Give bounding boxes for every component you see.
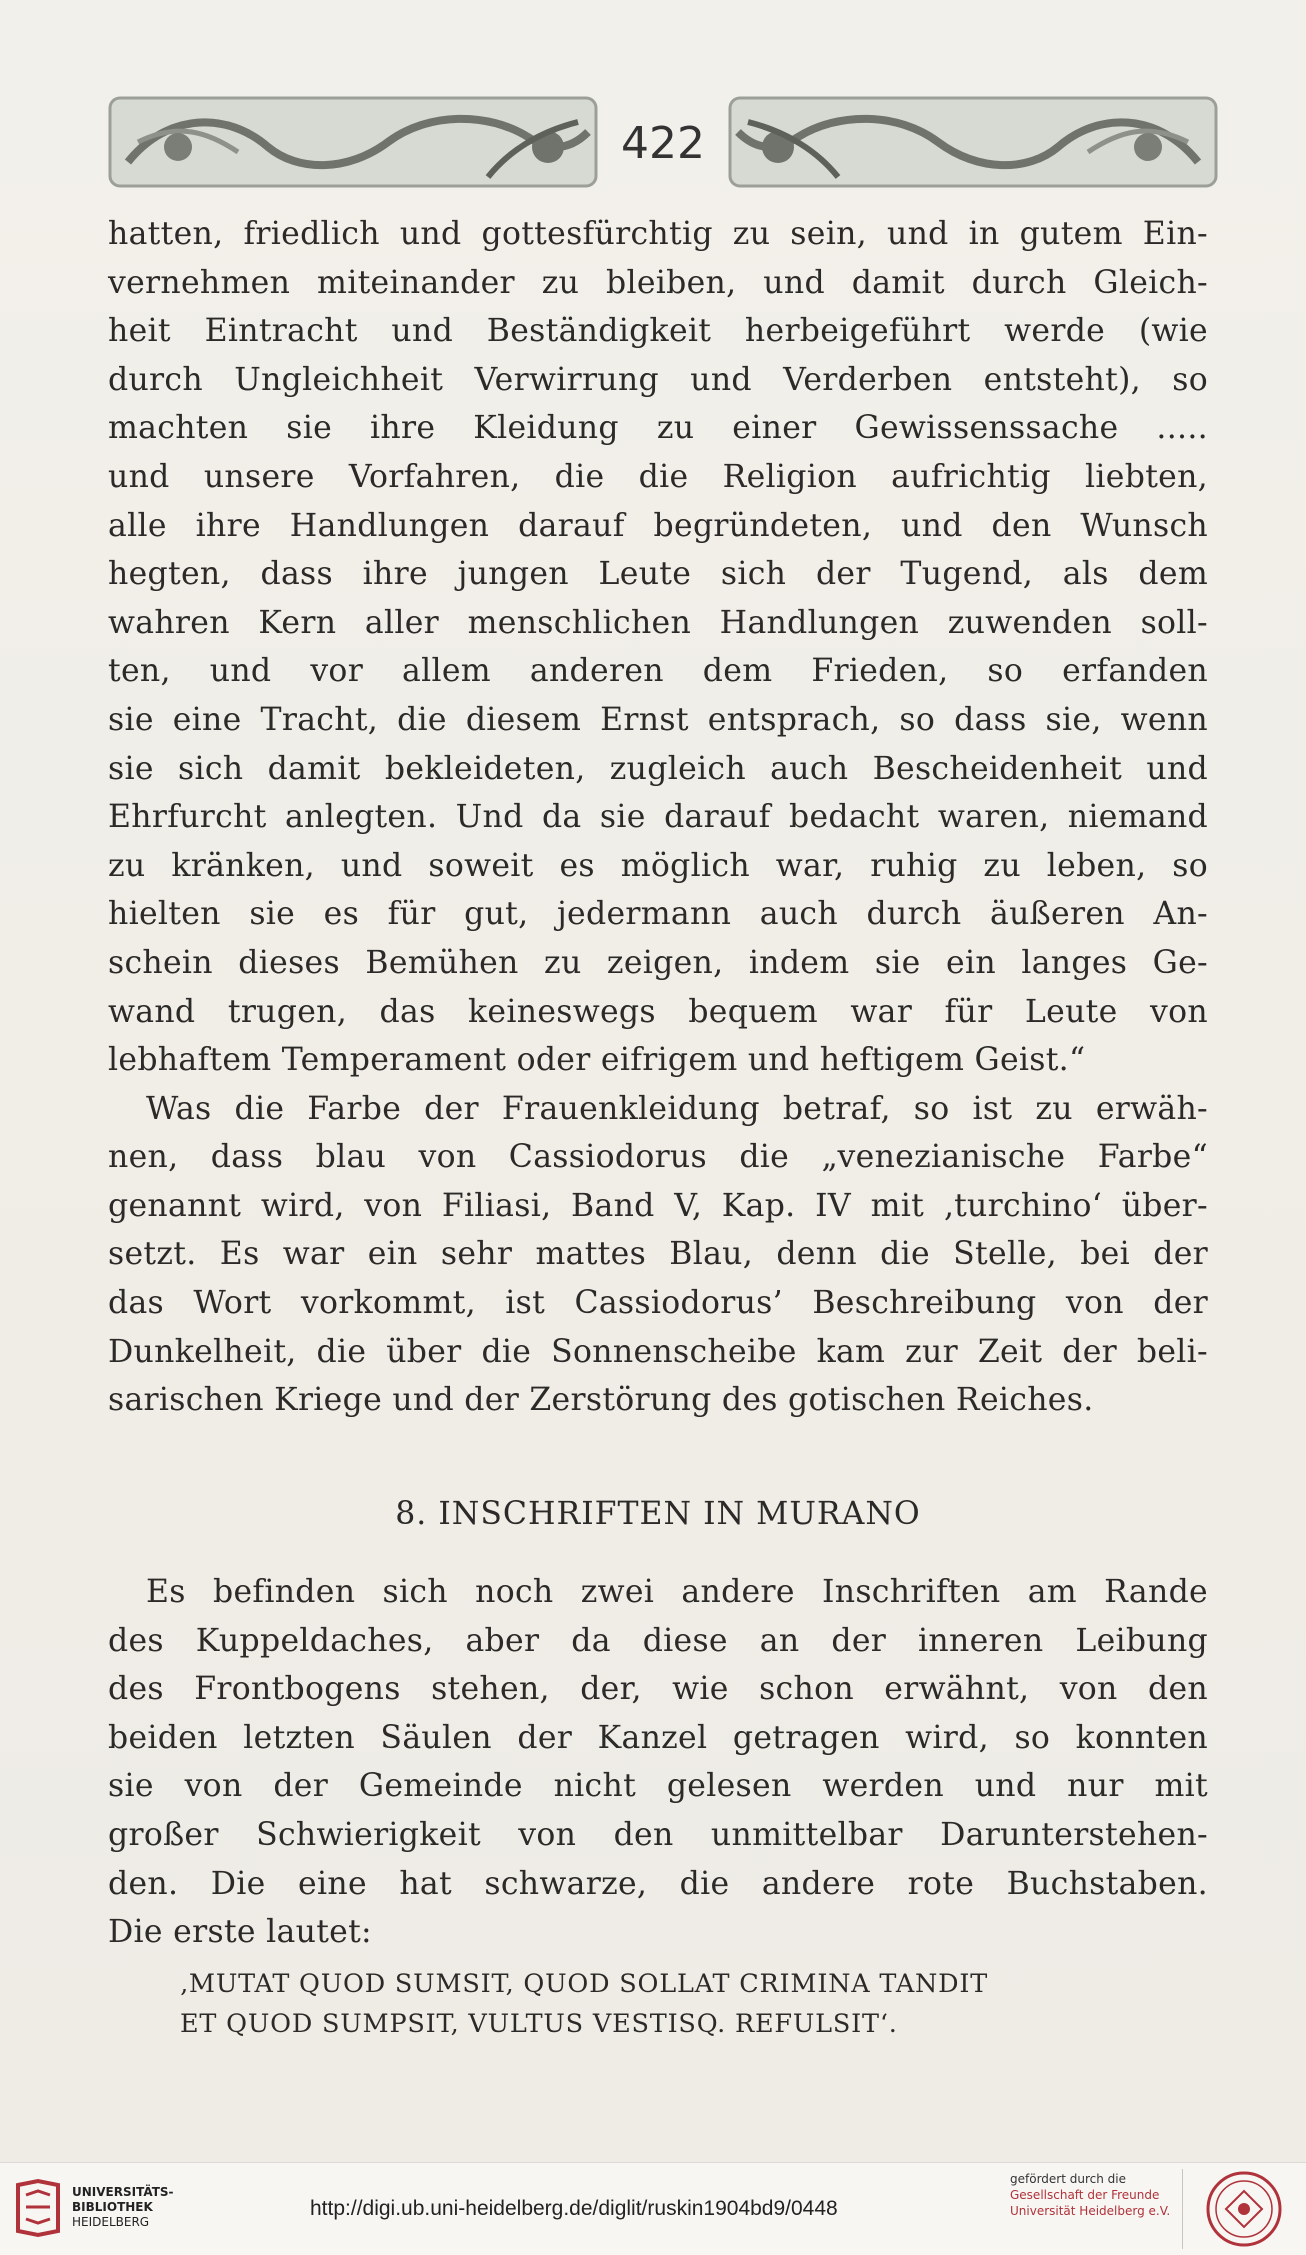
- sponsor-text: [1010, 2171, 1170, 2219]
- text-line: alle ihre Handlungen darauf begründeten, und den Wunsch: [108, 507, 1208, 544]
- sponsor-line: gefördert durch die: [1010, 2172, 1126, 2186]
- text-line: des Kuppeldaches, aber da diese an der inneren Leibung: [108, 1622, 1208, 1659]
- footer-bar: [0, 2162, 1306, 2255]
- text-line: ten, und vor allem anderen dem Frieden, so erfanden: [108, 653, 1208, 690]
- permalink-url[interactable]: http://digi.ub.uni-heidelberg.de/diglit/ruskin1904bd9/0448: [310, 2197, 838, 2220]
- university-seal-icon: [1196, 2169, 1292, 2249]
- page-header: [108, 92, 1218, 192]
- sponsor-line: Gesellschaft der Freunde: [1010, 2188, 1160, 2202]
- text-line: zu kränken, und soweit es möglich war, ruhig zu leben, so: [108, 847, 1208, 884]
- section-heading: 8. INSCHRIFTEN IN MURANO: [395, 1496, 921, 1532]
- text-line: wahren Kern aller menschlichen Handlungen zuwenden soll-: [108, 604, 1208, 641]
- library-logo-icon: [12, 2177, 64, 2239]
- text-line: Dunkelheit, die über die Sonnenscheibe kam zur Zeit der beli-: [108, 1333, 1208, 1370]
- text-line: sie von der Gemeinde nicht gelesen werden und nur mit: [108, 1768, 1208, 1805]
- text-line: sie sich damit bekleideten, zugleich auch Bescheidenheit und: [108, 750, 1208, 787]
- text-line: Ehrfurcht anlegten. Und da sie darauf bedacht waren, niemand: [108, 799, 1208, 836]
- library-line: BIBLIOTHEK: [72, 2200, 153, 2214]
- body-text-top: [108, 210, 1208, 1425]
- text-line: des Frontbogens stehen, der, wie schon erwähnt, von den: [108, 1671, 1208, 1708]
- text-line: wand trugen, das keineswegs bequem war für Leute von: [108, 993, 1208, 1030]
- sponsor-line: Universität Heidelberg e.V.: [1010, 2204, 1171, 2218]
- text-line: sie eine Tracht, die diesem Ernst entsprach, so dass sie, wenn: [108, 701, 1208, 738]
- text-line: genannt wird, von Filiasi, Band V, Kap. IV mit ‚turchino‘ über-: [108, 1187, 1208, 1224]
- text-line: beiden letzten Säulen der Kanzel getragen wird, so konnten: [108, 1719, 1208, 1756]
- text-line: Die erste lautet:: [108, 1914, 372, 1951]
- text-line: vernehmen miteinander zu bleiben, und damit durch Gleich-: [108, 264, 1208, 301]
- inscription-quote: [180, 1964, 1140, 2044]
- text-line: hegten, dass ihre jungen Leute sich der Tugend, als dem: [108, 556, 1208, 593]
- text-line: nen, dass blau von Cassiodorus die „venezianische Farbe“: [108, 1139, 1208, 1176]
- quote-line: ‚MUTAT QUOD SUMSIT, QUOD SOLLAT CRIMINA TANDIT: [180, 1969, 989, 1999]
- text-line: sarischen Kriege und der Zerstörung des gotischen Reiches.: [108, 1382, 1094, 1419]
- text-line: heit Eintracht und Beständigkeit herbeigeführt werde (wie: [108, 313, 1208, 350]
- quote-line: ET QUOD SUMPSIT, VULTUS VESTISQ. REFULSIT‘.: [180, 2009, 898, 2039]
- text-line: durch Ungleichheit Verwirrung und Verderben entsteht), so: [108, 361, 1208, 398]
- text-line: das Wort vorkommt, ist Cassiodorus’ Beschreibung von der: [108, 1285, 1208, 1322]
- text-line: großer Schwierigkeit von den unmittelbar Darunterstehen-: [108, 1816, 1208, 1853]
- library-line: HEIDELBERG: [72, 2215, 150, 2229]
- left-ornament-icon: [108, 92, 598, 192]
- text-line: hielten sie es für gut, jedermann auch durch äußeren An-: [108, 896, 1208, 933]
- footer-divider: [1182, 2169, 1183, 2249]
- text-line: setzt. Es war ein sehr mattes Blau, denn die Stelle, bei der: [108, 1236, 1208, 1273]
- text-line: schein dieses Bemühen zu zeigen, indem sie ein langes Ge-: [108, 944, 1208, 981]
- text-line: den. Die eine hat schwarze, die andere rote Buchstaben.: [108, 1865, 1208, 1902]
- text-line: hatten, friedlich und gottesfürchtig zu sein, und in gutem Ein-: [108, 216, 1208, 252]
- text-line: Es befinden sich noch zwei andere Inschriften am Rande: [146, 1574, 1208, 1610]
- body-text-bottom: [108, 1568, 1208, 1957]
- text-line: machten sie ihre Kleidung zu einer Gewissenssache .....: [108, 410, 1208, 447]
- text-line: und unsere Vorfahren, die die Religion aufrichtig liebten,: [108, 458, 1208, 495]
- text-line: Was die Farbe der Frauenkleidung betraf, so ist zu erwäh-: [146, 1090, 1208, 1127]
- library-name: [72, 2185, 174, 2230]
- library-line: UNIVERSITÄTS-: [72, 2185, 174, 2199]
- text-line: lebhaftem Temperament oder eifrigem und heftigem Geist.“: [108, 1042, 1086, 1079]
- right-ornament-icon: [728, 92, 1218, 192]
- page-number: 422: [621, 118, 705, 169]
